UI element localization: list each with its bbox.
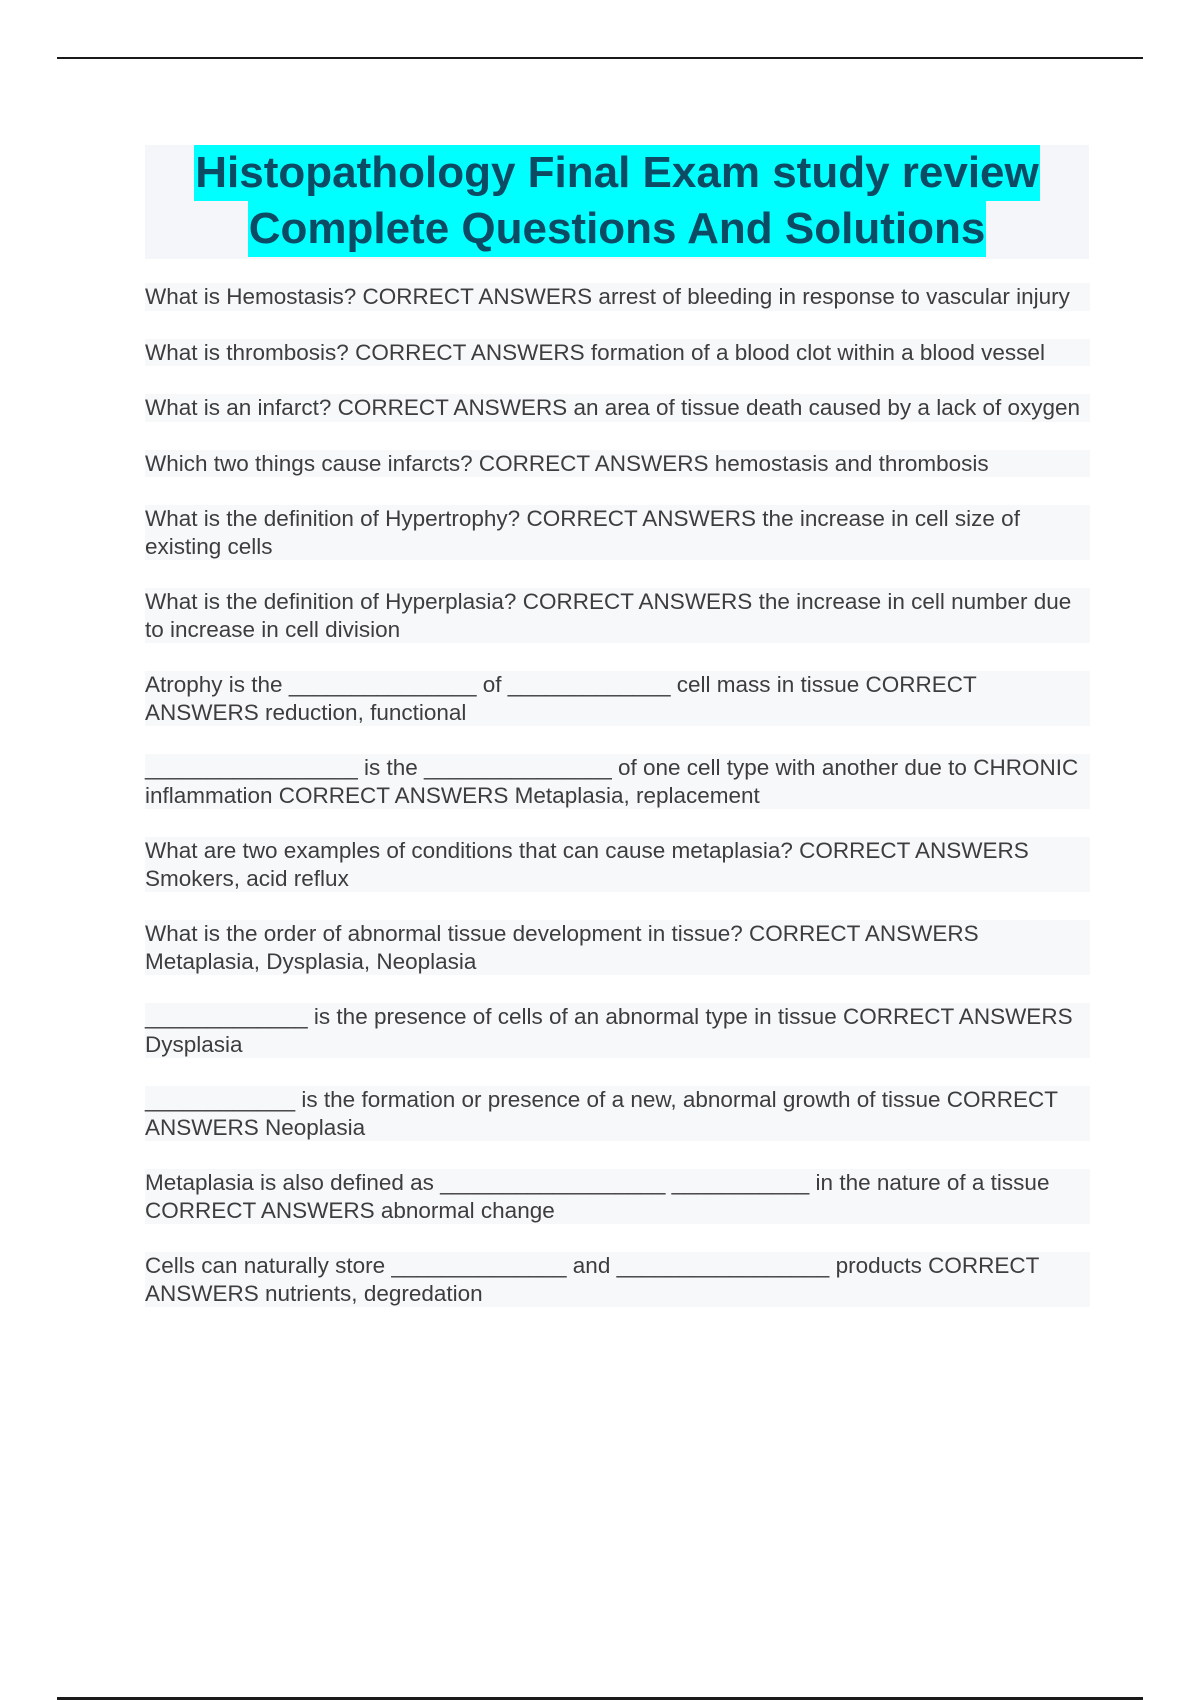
qa-text: What is Hemostasis? CORRECT ANSWERS arrest of bleeding in response to vascular injury bbox=[145, 284, 1070, 309]
qa-text: What is the order of abnormal tissue development in tissue? CORRECT ANSWERS Metaplasia, Dysplasia, Neoplasia bbox=[145, 921, 979, 974]
qa-item-7 bbox=[145, 671, 1090, 726]
qa-item-6 bbox=[145, 588, 1090, 643]
title-line-2: Complete Questions And Solutions bbox=[248, 201, 987, 257]
qa-text: What is an infarct? CORRECT ANSWERS an area of tissue death caused by a lack of oxygen bbox=[145, 395, 1081, 420]
qa-text: Metaplasia is also defined as __________________ ___________ in the nature of a tissue CORRECT ANSWERS abnormal change bbox=[145, 1170, 1050, 1223]
qa-text: What is thrombosis? CORRECT ANSWERS formation of a blood clot within a blood vessel bbox=[145, 339, 1045, 365]
qa-text: What are two examples of conditions that can cause metaplasia? CORRECT ANSWERS Smokers, acid reflux bbox=[145, 838, 1029, 891]
qa-item-9 bbox=[145, 837, 1090, 892]
qa-item-11 bbox=[145, 1003, 1090, 1058]
qa-item-2 bbox=[145, 339, 1090, 367]
question-answer-list bbox=[145, 283, 1090, 1335]
qa-item-14 bbox=[145, 1252, 1090, 1307]
qa-text: _________________ is the _______________ of one cell type with another due to CHRONIC inflammation CORRECT ANSWERS Metaplasia, replacement bbox=[145, 755, 1079, 808]
qa-item-13 bbox=[145, 1169, 1090, 1224]
top-divider bbox=[57, 57, 1143, 59]
qa-text: _____________ is the presence of cells of an abnormal type in tissue CORRECT ANSWERS Dysplasia bbox=[145, 1004, 1073, 1057]
qa-item-5 bbox=[145, 505, 1090, 560]
qa-text: Cells can naturally store ______________ and _________________ products CORRECT ANSWERS nutrients, degredation bbox=[145, 1253, 1039, 1306]
qa-item-8 bbox=[145, 754, 1090, 809]
qa-text: Which two things cause infarcts? CORRECT ANSWERS hemostasis and thrombosis bbox=[145, 450, 989, 476]
qa-text: ____________ is the formation or presence of a new, abnormal growth of tissue CORRECT ANSWERS Neoplasia bbox=[145, 1087, 1058, 1140]
qa-item-1 bbox=[145, 283, 1090, 311]
title-line-1: Histopathology Final Exam study review bbox=[194, 145, 1040, 201]
qa-item-3 bbox=[145, 394, 1090, 422]
qa-item-10 bbox=[145, 920, 1090, 975]
qa-item-4 bbox=[145, 450, 1090, 478]
qa-text: Atrophy is the _______________ of _____________ cell mass in tissue CORRECT ANSWERS reduction, functional bbox=[145, 672, 977, 725]
document-title bbox=[145, 145, 1089, 259]
qa-text: What is the definition of Hyperplasia? CORRECT ANSWERS the increase in cell number due to increase in cell division bbox=[145, 589, 1072, 642]
qa-text: What is the definition of Hypertrophy? CORRECT ANSWERS the increase in cell size of existing cells bbox=[145, 506, 1020, 559]
qa-item-12 bbox=[145, 1086, 1090, 1141]
